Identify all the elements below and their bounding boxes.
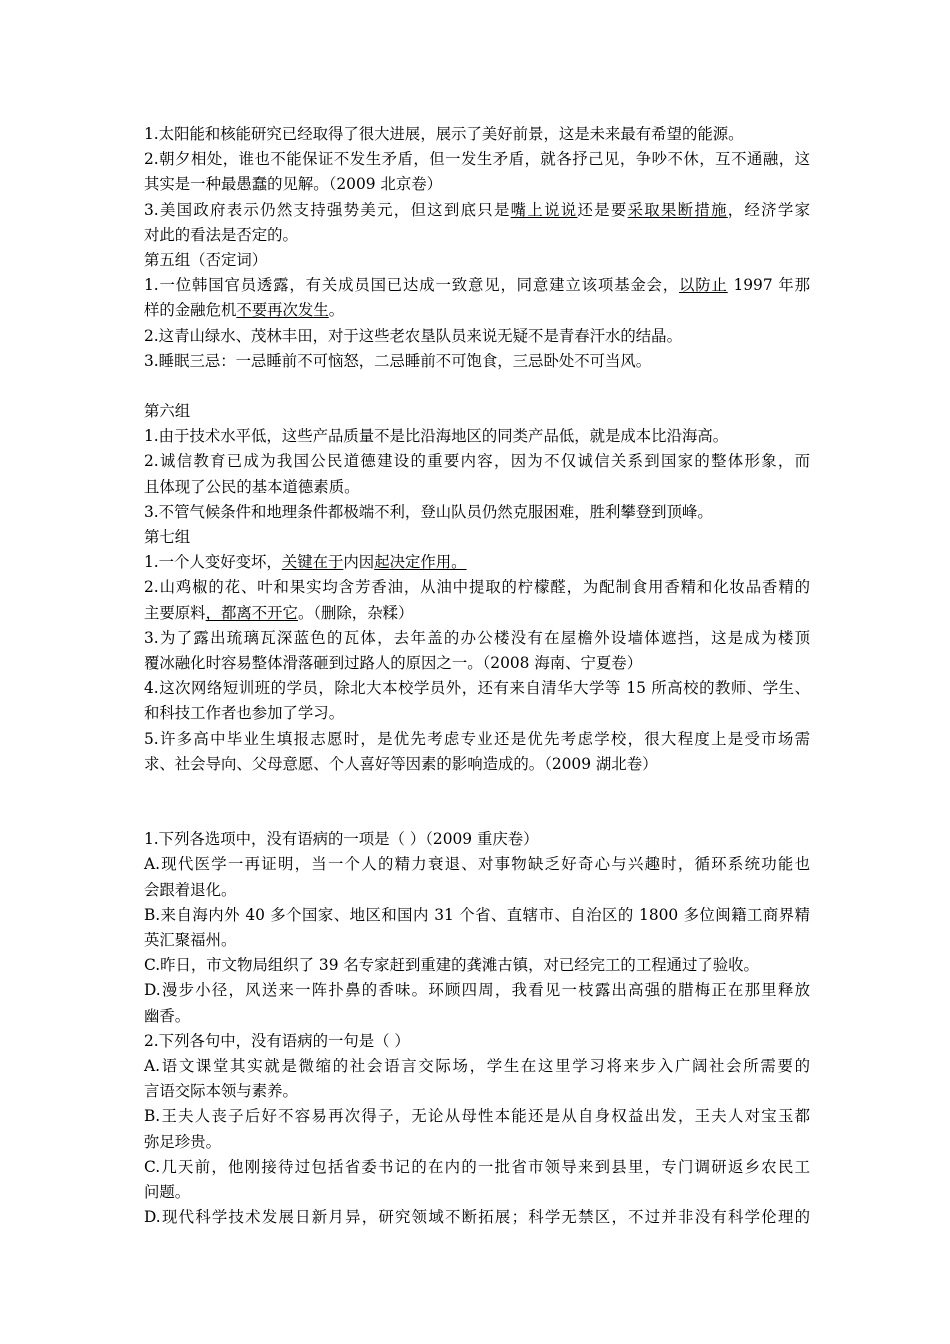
text-segment: 样的金融危机 xyxy=(144,301,237,320)
text-segment: 4.这次网络短训班的学员，除北大本校学员外，还有来自清华大学等 15 所高校的教师、学生、 xyxy=(144,679,810,698)
text-line xyxy=(144,575,810,600)
text-segment: 。 xyxy=(328,301,345,320)
text-segment: 主要原料 xyxy=(144,603,206,622)
text-line xyxy=(144,399,810,424)
text-line xyxy=(144,475,810,500)
text-segment: 内因 xyxy=(343,553,375,572)
text-segment: 第五组（否定词） xyxy=(144,250,268,269)
text-line xyxy=(144,1104,810,1129)
blank-line xyxy=(144,777,810,802)
text-line xyxy=(144,298,810,323)
text-line xyxy=(144,449,810,474)
text-line xyxy=(144,172,810,197)
text-line xyxy=(144,827,810,852)
text-segment: 言语交际本领与素养。 xyxy=(144,1082,298,1101)
text-line xyxy=(144,550,810,575)
text-line xyxy=(144,1155,810,1180)
text-segment: 第六组 xyxy=(144,402,191,421)
text-line xyxy=(144,122,810,147)
text-segment: 3.美国政府表示仍然支持强势美元，但这到底只是 xyxy=(144,200,511,219)
text-segment: 2.山鸡椒的花、叶和果实均含芳香油，从油中提取的柠檬醛，为配制食用香精和化妆品香精的 xyxy=(144,578,810,597)
blank-line xyxy=(144,374,810,399)
text-segment: 且体现了公民的基本道德素质。 xyxy=(144,477,360,496)
text-segment: B.王夫人丧子后好不容易再次得子，无论从母性本能还是从自身权益出发，王夫人对宝玉都 xyxy=(144,1107,810,1126)
text-segment: 对此的看法是否定的。 xyxy=(144,225,298,244)
text-line xyxy=(144,349,810,374)
text-line xyxy=(144,651,810,676)
text-segment: 5.许多高中毕业生填报志愿时，是优先考虑专业还是优先考虑学校，很大程度上是受市场需 xyxy=(144,729,810,748)
text-line xyxy=(144,1054,810,1079)
text-line xyxy=(144,324,810,349)
text-line xyxy=(144,223,810,248)
text-line xyxy=(144,701,810,726)
document-body xyxy=(144,122,810,1230)
text-segment: 问题。 xyxy=(144,1182,191,1201)
text-segment: 1.由于技术水平低，这些产品质量不是比沿海地区的同类产品低，就是成本比沿海高。 xyxy=(144,427,729,446)
underlined-text: 以防止 xyxy=(679,276,728,295)
text-line xyxy=(144,525,810,550)
text-line xyxy=(144,852,810,877)
text-segment: 1.太阳能和核能研究已经取得了很大进展，展示了美好前景，这是未来最有希望的能源。 xyxy=(144,125,744,143)
text-segment: ，经济学家 xyxy=(727,200,810,219)
text-segment: 第七组 xyxy=(144,528,191,546)
text-segment: B.来自海内外 40 多个国家、地区和国内 31 个省、直辖市、自治区的 1800 多位闽籍工商界精 xyxy=(144,905,810,924)
text-segment: 1.一位韩国官员透露，有关成员国已达成一致意见，同意建立该项基金会， xyxy=(144,276,680,295)
text-line xyxy=(144,978,810,1003)
text-line xyxy=(144,424,810,449)
text-line xyxy=(144,198,810,223)
text-segment: C.几天前，他刚接待过包括省委书记的在内的一批省市领导来到县里，专门调研返乡农民工 xyxy=(144,1157,810,1176)
text-line xyxy=(144,903,810,928)
text-segment: 英汇聚福州。 xyxy=(144,931,237,949)
text-segment: 还是要 xyxy=(577,200,628,219)
text-line xyxy=(144,248,810,273)
text-segment: 2.朝夕相处，谁也不能保证不发生矛盾，但一发生矛盾，就各抒己见，争吵不休，互不通融，这 xyxy=(144,150,810,169)
text-segment: 2.诚信教育已成为我国公民道德建设的重要内容，因为不仅诚信关系到国家的整体形象，而 xyxy=(144,452,810,471)
text-segment: 求、社会导向、父母意愿、个人喜好等因素的影响造成的。（2009 湖北卷） xyxy=(144,754,658,773)
text-segment: 其实是一种最愚蠢的见解。（2009 北京卷） xyxy=(144,175,443,194)
text-segment: A.现代医学一再证明，当一个人的精力衰退、对事物缺乏好奇心与兴趣时，循环系统功能也 xyxy=(144,855,810,874)
underlined-text: ，都离不开它 xyxy=(205,603,298,622)
text-line xyxy=(144,953,810,978)
text-line xyxy=(144,1029,810,1054)
text-line xyxy=(144,928,810,953)
text-segment: 弥足珍贵。 xyxy=(144,1132,221,1151)
text-line xyxy=(144,500,810,525)
text-line xyxy=(144,626,810,651)
text-segment: 和科技工作者也参加了学习。 xyxy=(144,704,345,723)
text-segment: 3.不管气候条件和地理条件都极端不利，登山队员仍然克服困难，胜利攀登到顶峰。 xyxy=(144,502,713,521)
text-segment: 3.为了露出琉璃瓦深蓝色的瓦体，去年盖的办公楼没有在屋檐外设墙体遮挡，这是成为楼顶 xyxy=(144,628,810,647)
underlined-text: 不要再次发生 xyxy=(236,301,329,320)
text-line xyxy=(144,601,810,626)
text-segment: D.漫步小径，风送来一阵扑鼻的香味。环顾四周，我看见一枝露出高强的腊梅正在那里释放 xyxy=(144,981,810,1000)
underlined-text: 采取果断措施 xyxy=(627,200,728,219)
text-line xyxy=(144,878,810,903)
text-line xyxy=(144,1180,810,1205)
underlined-text: 嘴上说说 xyxy=(510,200,578,219)
text-line xyxy=(144,727,810,752)
underlined-text: 起决定作用。 xyxy=(374,553,467,572)
text-line xyxy=(144,752,810,777)
text-segment: A.语文课堂其实就是微缩的社会语言交际场，学生在这里学习将来步入广阔社会所需要的 xyxy=(144,1056,810,1075)
blank-line xyxy=(144,802,810,827)
text-line xyxy=(144,1205,810,1230)
text-line xyxy=(144,147,810,172)
text-segment: 。（删除，杂糅） xyxy=(297,603,414,622)
text-line xyxy=(144,1130,810,1155)
text-segment: 会跟着退化。 xyxy=(144,880,237,899)
text-segment: C.昨日，市文物局组织了 39 名专家赶到重建的龚滩古镇，对已经完工的工程通过了验收。 xyxy=(144,956,759,975)
text-segment: 1.一个人变好变坏， xyxy=(144,553,282,572)
text-segment: 2.这青山绿水、茂林丰田，对于这些老农垦队员来说无疑不是青春汗水的结晶。 xyxy=(144,326,682,345)
underlined-text: 关键在于 xyxy=(281,553,344,572)
text-line xyxy=(144,676,810,701)
text-line xyxy=(144,273,810,298)
text-segment: 幽香。 xyxy=(144,1006,191,1025)
text-line xyxy=(144,1004,810,1029)
text-segment: 1.下列各选项中，没有语病的一项是（ ）（2009 重庆卷） xyxy=(144,830,539,849)
text-segment: 2.下列各句中，没有语病的一句是（ ） xyxy=(144,1031,410,1050)
text-segment: 1997 年那 xyxy=(727,276,810,295)
text-segment: D.现代科学技术发展日新月异，研究领域不断拓展；科学无禁区，不过并非没有科学伦理的 xyxy=(144,1208,810,1227)
text-segment: 3.睡眠三忌：一忌睡前不可恼怒，二忌睡前不可饱食，三忌卧处不可当风。 xyxy=(144,351,652,370)
text-line xyxy=(144,1079,810,1104)
text-segment: 覆冰融化时容易整体滑落砸到过路人的原因之一。（2008 海南、宁夏卷） xyxy=(144,653,643,672)
